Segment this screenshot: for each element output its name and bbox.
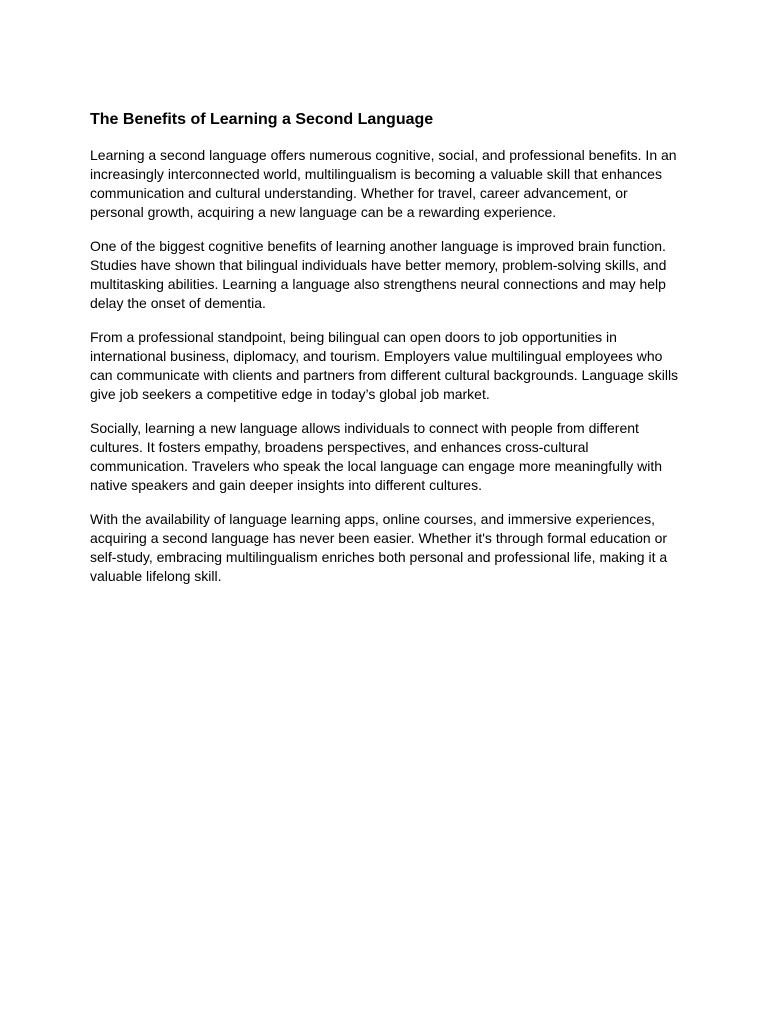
paragraph-conclusion: With the availability of language learning apps, online courses, and immersive experiences, acquiring a second language has never been easier. Whether it's through formal education or self-study, embracing multilingualism enriches both personal and professional life, making it a valuable lifelong skill. <box>90 511 668 584</box>
document-body <box>90 110 680 601</box>
paragraph-social: Socially, learning a new language allows individuals to connect with people from different cultures. It fosters empathy, broadens perspectives, and enhances cross-cultural communication. Travelers who speak the local language can engage more meaningfully with native speakers and gain deeper insights into different cultures. <box>90 420 662 493</box>
paragraph-professional: From a professional standpoint, being bilingual can open doors to job opportunities in international business, diplomacy, and tourism. Employers value multilingual employees who can communicate with clients and partners from different cultural backgrounds. Language skills give job seekers a competitive edge in today’s global job market. <box>90 329 679 402</box>
document-title: The Benefits of Learning a Second Language <box>90 111 434 128</box>
paragraph-cognitive: One of the biggest cognitive benefits of learning another language is improved brain function. Studies have shown that bilingual individuals have better memory, problem-solving skills, and multitasking abilities. Learning a language also strengthens neural connections and may help delay the onset of dementia. <box>90 238 667 311</box>
paragraph-intro: Learning a second language offers numerous cognitive, social, and professional benefits. In an increasingly interconnected world, multilingualism is becoming a valuable skill that enhances communication and cultural understanding. Whether for travel, career advancement, or personal growth, acquiring a new language can be a rewarding experience. <box>90 147 677 220</box>
